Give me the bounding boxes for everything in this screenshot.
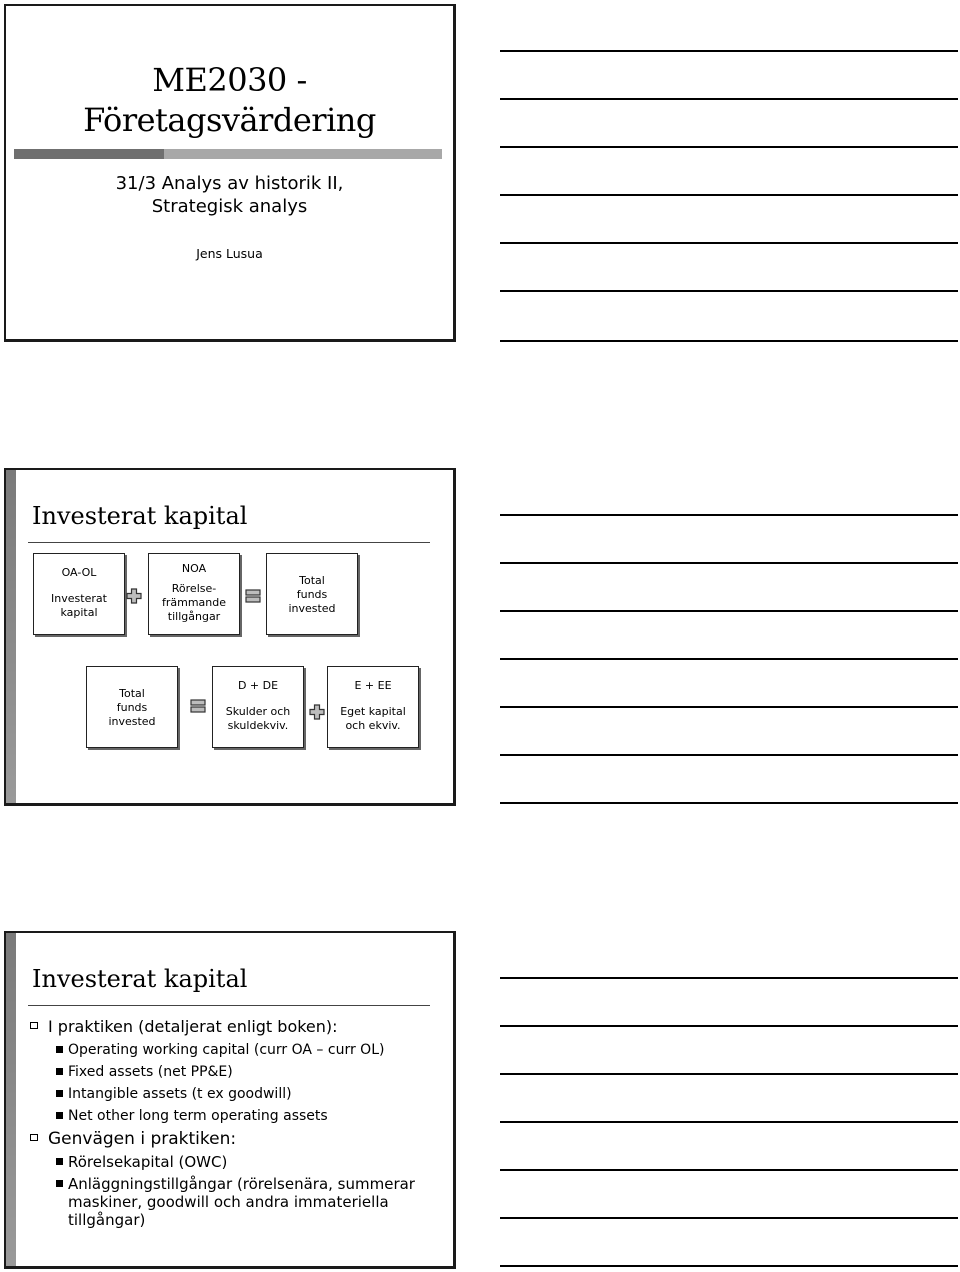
equals-icon [190,698,206,714]
bullet-text: Net other long term operating assets [68,1108,328,1124]
note-line [500,977,958,979]
note-line [500,1265,958,1267]
filled-square-bullet-icon [56,1180,63,1187]
title-bar-light [164,149,442,159]
box-d-de [212,666,304,748]
bullet-text: Operating working capital (curr OA – curr OL) [68,1042,385,1058]
note-line [500,290,958,292]
bullet-list [26,1017,446,1233]
bullet-text: Anläggningstillgångar (rörelsenära, summerar maskiner, goodwill och andra immateriella tillgångar) [68,1175,415,1229]
slide-3 [4,931,456,1269]
note-line [500,802,958,804]
box-line: Total [299,574,325,587]
note-line [500,754,958,756]
box-line: invested [288,602,336,615]
slide-3-title: Investerat kapital [32,965,248,993]
note-line [500,98,958,100]
plus-icon [309,704,325,720]
slide-1-subtitle [6,172,453,218]
bullet-text: I praktiken (detaljerat enligt boken): [48,1017,338,1036]
bullet-text: Intangible assets (t ex goodwill) [68,1086,292,1102]
title-line-2: Företagsvärdering [83,101,376,139]
box-line: skuldekviv. [227,719,289,732]
box-heading: OA-OL [61,566,97,579]
box-line: och ekviv. [345,719,401,732]
box-total-funds [266,553,358,635]
slide-side-bar [6,470,16,803]
filled-square-bullet-icon [56,1112,63,1119]
bullet-level-2 [26,1107,446,1125]
slide-side-bar [6,933,16,1266]
subtitle-line-1: 31/3 Analys av historik II, [115,173,344,194]
filled-square-bullet-icon [56,1068,63,1075]
bullet-level-2 [26,1175,446,1229]
bullet-level-1 [26,1129,446,1149]
box-line: Skulder och [225,705,291,718]
note-line [500,50,958,52]
title-bar-dark [14,149,164,159]
box-heading: NOA [181,562,207,575]
box-line: Investerat [51,592,107,605]
bullet-level-2 [26,1153,446,1171]
bullet-level-2 [26,1041,446,1059]
filled-square-bullet-icon [56,1090,63,1097]
box-heading: E + EE [354,679,392,692]
note-line [500,1073,958,1075]
note-line [500,1025,958,1027]
bullet-text: Genvägen i praktiken: [48,1129,237,1149]
title-line-1: ME2030 - [152,61,307,99]
filled-square-bullet-icon [56,1158,63,1165]
bullet-level-1 [26,1017,446,1037]
slide-1-title [6,60,453,140]
hollow-square-bullet-icon [30,1022,38,1029]
box-total-funds [86,666,178,748]
note-line [500,610,958,612]
author: Jens Lusua [196,246,263,261]
note-line [500,1169,958,1171]
box-line: Total [119,687,145,700]
note-line [500,242,958,244]
title-rule [28,542,430,543]
box-line: tillgångar [167,610,221,623]
note-line [500,146,958,148]
box-line: invested [108,715,156,728]
filled-square-bullet-icon [56,1046,63,1053]
box-noa [148,553,240,635]
note-line [500,1217,958,1219]
slide-2 [4,468,456,806]
note-line [500,1121,958,1123]
plus-icon [126,588,142,604]
equals-icon [245,588,261,604]
box-line: Rörelse- [171,582,217,595]
slide-1 [4,4,456,342]
box-line: funds [296,588,328,601]
box-line: kapital [60,606,98,619]
box-line: främmande [161,596,227,609]
subtitle-line-2: Strategisk analys [151,196,308,217]
note-line [500,194,958,196]
slide-2-title: Investerat kapital [32,502,248,530]
hollow-square-bullet-icon [30,1134,38,1141]
box-e-ee [327,666,419,748]
note-line [500,706,958,708]
title-rule [28,1005,430,1006]
bullet-level-2 [26,1063,446,1081]
bullet-text: Fixed assets (net PP&E) [68,1064,233,1080]
box-oa-ol [33,553,125,635]
note-line [500,562,958,564]
bullet-level-2 [26,1085,446,1103]
box-heading: D + DE [237,679,279,692]
note-line [500,514,958,516]
note-line [500,658,958,660]
box-line: Eget kapital [340,705,406,718]
box-line: funds [116,701,148,714]
note-line [500,340,958,342]
bullet-text: Rörelsekapital (OWC) [68,1153,228,1171]
